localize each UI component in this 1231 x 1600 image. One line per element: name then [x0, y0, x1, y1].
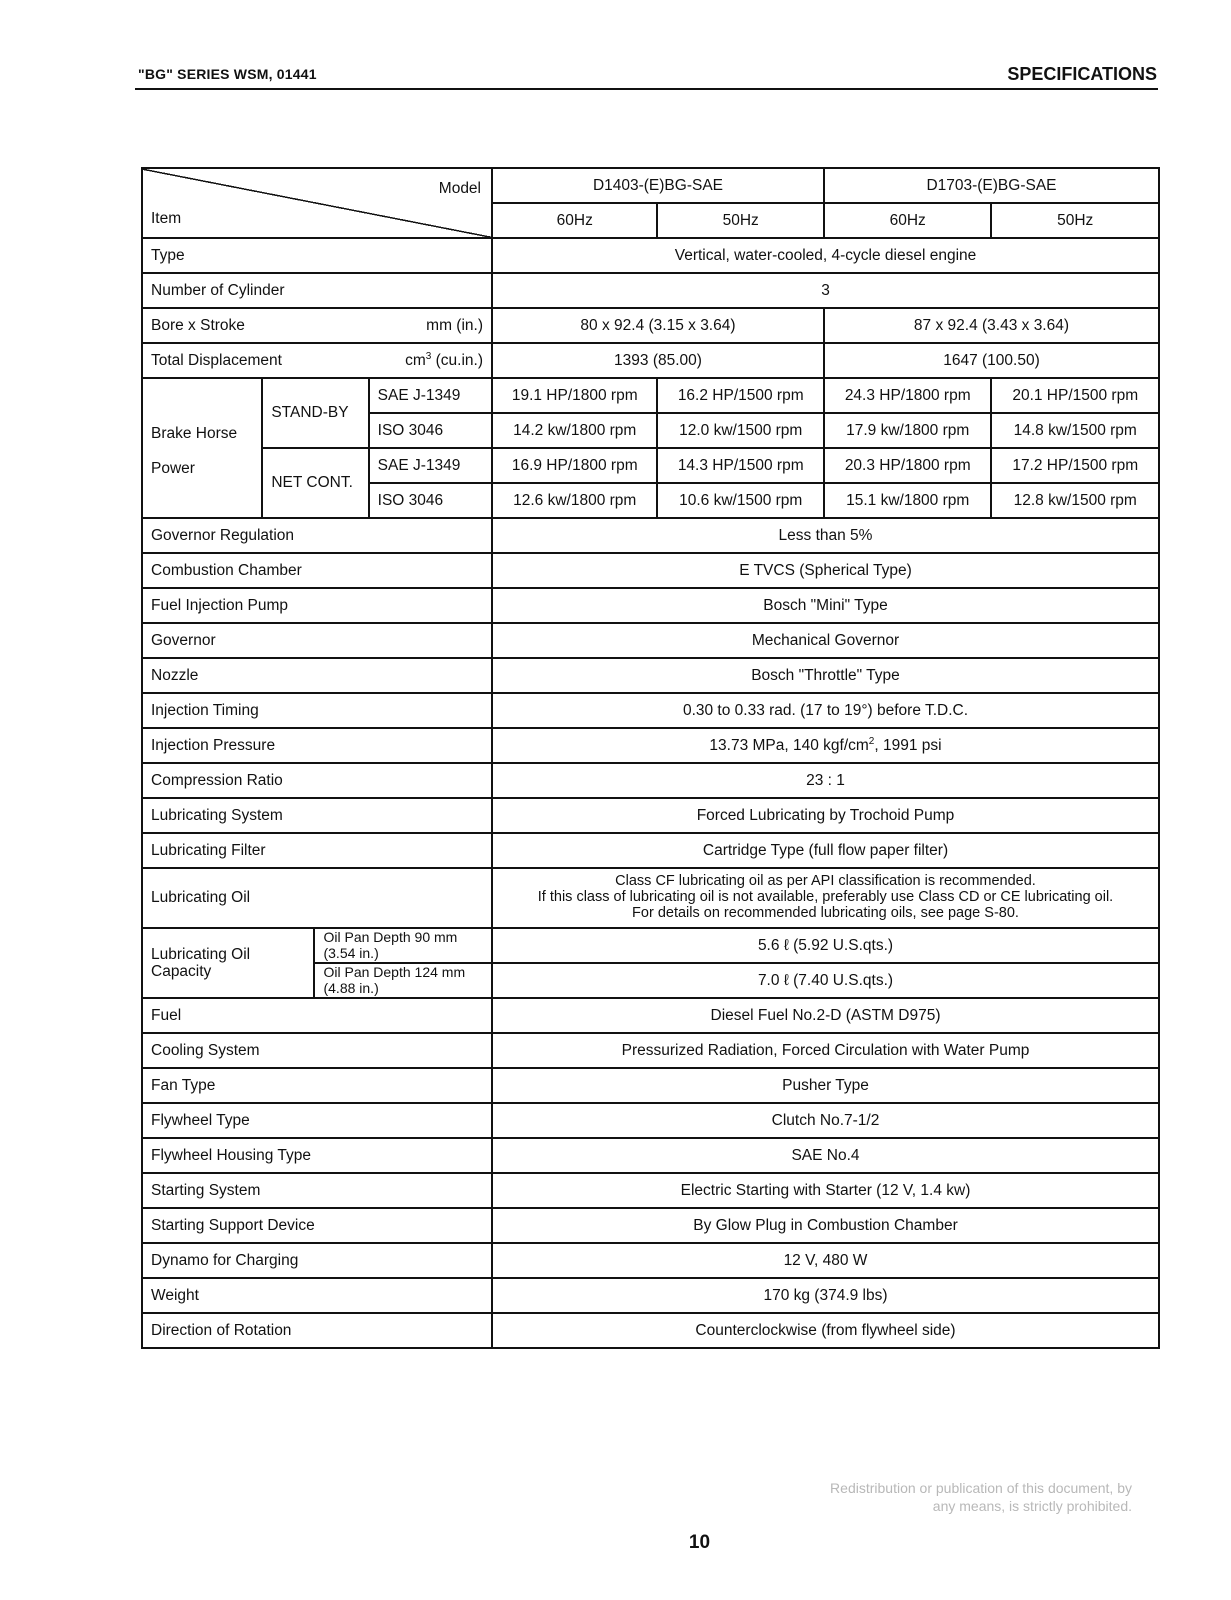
row-value: Diesel Fuel No.2-D (ASTM D975) [492, 998, 1159, 1033]
table-row [142, 728, 1159, 763]
row-value: Vertical, water-cooled, 4-cycle diesel engine [492, 238, 1159, 273]
row-label: Weight [142, 1278, 492, 1313]
table-row [142, 1173, 1159, 1208]
label-line: Oil Pan Depth 90 mm [323, 929, 458, 946]
row-value: 16.2 HP/1500 rpm [657, 378, 824, 413]
row-value: SAE No.4 [492, 1138, 1159, 1173]
table-row [142, 623, 1159, 658]
standard-label: ISO 3046 [369, 413, 492, 448]
table-row [142, 1033, 1159, 1068]
table-row [142, 448, 1159, 483]
model-header-d1403: D1403-(E)BG-SAE [492, 168, 824, 203]
row-value: 23 : 1 [492, 763, 1159, 798]
row-label: Injection Pressure [142, 728, 492, 763]
label-line: Oil Pan Depth 124 mm [323, 964, 466, 981]
value-superscript: 2 [868, 735, 875, 747]
row-value: 12 V, 480 W [492, 1243, 1159, 1278]
row-label: Number of Cylinder [142, 273, 492, 308]
standard-label: ISO 3046 [369, 483, 492, 518]
unit-text: cm [405, 351, 426, 369]
row-value: 3 [492, 273, 1159, 308]
row-value: 87 x 92.4 (3.43 x 3.64) [824, 308, 1159, 343]
table-row [142, 798, 1159, 833]
table-row [142, 1068, 1159, 1103]
bhp-label [142, 378, 262, 518]
table-row [142, 1243, 1159, 1278]
row-value: 17.2 HP/1500 rpm [991, 448, 1159, 483]
row-label: Total Displacement [142, 343, 369, 378]
row-value: 19.1 HP/1800 rpm [492, 378, 657, 413]
unit-text: (cu.in.) [431, 351, 483, 369]
row-label: Fuel Injection Pump [142, 588, 492, 623]
document-series-header: "BG" SERIES WSM, 01441 [138, 66, 317, 82]
row-value: 12.6 kw/1800 rpm [492, 483, 657, 518]
row-label: Starting System [142, 1173, 492, 1208]
label-line: Lubricating Oil [151, 945, 251, 963]
row-label: Dynamo for Charging [142, 1243, 492, 1278]
notice-line: any means, is strictly prohibited. [932, 1497, 1132, 1514]
row-value: Bosch "Throttle" Type [492, 658, 1159, 693]
table-row [142, 378, 1159, 413]
row-value: 80 x 92.4 (3.15 x 3.64) [492, 308, 824, 343]
row-value [492, 728, 1159, 763]
row-label: Governor [142, 623, 492, 658]
row-value: Cartridge Type (full flow paper filter) [492, 833, 1159, 868]
row-value: Less than 5% [492, 518, 1159, 553]
standard-label: SAE J-1349 [369, 448, 492, 483]
section-title: SPECIFICATIONS [1007, 64, 1157, 84]
unit-superscript: 3 [425, 350, 432, 362]
table-row [142, 658, 1159, 693]
row-label: Flywheel Type [142, 1103, 492, 1138]
table-row [142, 343, 1159, 378]
model-header-d1703: D1703-(E)BG-SAE [824, 168, 1159, 203]
row-label: Fuel [142, 998, 492, 1033]
row-value: 20.3 HP/1800 rpm [824, 448, 991, 483]
row-value: 12.8 kw/1500 rpm [991, 483, 1159, 518]
row-value: Counterclockwise (from flywheel side) [492, 1313, 1159, 1348]
netcont-label: NET CONT. [262, 448, 368, 518]
bhp-label-line: Brake Horse [151, 425, 238, 443]
row-value: 0.30 to 0.33 rad. (17 to 19°) before T.D.C. [492, 693, 1159, 728]
row-value: 10.6 kw/1500 rpm [657, 483, 824, 518]
row-label: Nozzle [142, 658, 492, 693]
row-label: Governor Regulation [142, 518, 492, 553]
notice-line: Redistribution or publication of this document, by [830, 1480, 1132, 1496]
lub-capacity-label [142, 928, 314, 998]
table-row [142, 763, 1159, 798]
row-value: 17.9 kw/1800 rpm [824, 413, 991, 448]
table-row [142, 588, 1159, 623]
freq-header: 50Hz [991, 203, 1159, 238]
header-rule [135, 88, 1158, 90]
table-row [142, 308, 1159, 343]
row-value: 170 kg (374.9 lbs) [492, 1278, 1159, 1313]
table-row [142, 1313, 1159, 1348]
oil-pan-depth-label [314, 963, 492, 998]
freq-header: 50Hz [657, 203, 824, 238]
row-label: Type [142, 238, 492, 273]
model-label: Model [438, 180, 481, 197]
freq-header: 60Hz [492, 203, 657, 238]
row-label: Lubricating System [142, 798, 492, 833]
label-line: (4.88 in.) [323, 979, 379, 996]
lubricating-oil-note [492, 868, 1159, 928]
row-value: Pusher Type [492, 1068, 1159, 1103]
table-row [142, 693, 1159, 728]
row-value: 14.3 HP/1500 rpm [657, 448, 824, 483]
note-line: Class CF lubricating oil as per API classification is recommended. [615, 873, 1036, 890]
row-unit: mm (in.) [369, 308, 492, 343]
table-row [142, 928, 1159, 963]
row-label: Starting Support Device [142, 1208, 492, 1243]
row-value: 14.2 kw/1800 rpm [492, 413, 657, 448]
table-row [142, 998, 1159, 1033]
row-value: Clutch No.7-1/2 [492, 1103, 1159, 1138]
row-value: 5.6 ℓ (5.92 U.S.qts.) [492, 928, 1159, 963]
row-value: Forced Lubricating by Trochoid Pump [492, 798, 1159, 833]
row-label: Compression Ratio [142, 763, 492, 798]
note-line: For details on recommended lubricating oils, see page S-80. [632, 904, 1019, 921]
table-row [142, 868, 1159, 928]
table-row [142, 273, 1159, 308]
row-label: Lubricating Filter [142, 833, 492, 868]
table-row [142, 833, 1159, 868]
row-value: 16.9 HP/1800 rpm [492, 448, 657, 483]
label-line: (3.54 in.) [323, 944, 379, 961]
row-value: 1393 (85.00) [492, 343, 824, 378]
row-value: Bosch "Mini" Type [492, 588, 1159, 623]
row-value: 24.3 HP/1800 rpm [824, 378, 991, 413]
row-value: 14.8 kw/1500 rpm [991, 413, 1159, 448]
row-value: By Glow Plug in Combustion Chamber [492, 1208, 1159, 1243]
label-line: Capacity [151, 963, 212, 980]
row-value: 1647 (100.50) [824, 343, 1159, 378]
row-value: Pressurized Radiation, Forced Circulation with Water Pump [492, 1033, 1159, 1068]
row-label: Cooling System [142, 1033, 492, 1068]
item-label: Item [151, 209, 182, 227]
row-value: Mechanical Governor [492, 623, 1159, 658]
specifications-table [141, 167, 1160, 1349]
row-label: Lubricating Oil [142, 868, 492, 928]
row-label: Injection Timing [142, 693, 492, 728]
row-label: Fan Type [142, 1068, 492, 1103]
model-item-header-cell [142, 168, 492, 238]
bhp-label-line: Power [151, 459, 195, 477]
table-row [142, 518, 1159, 553]
row-label: Bore x Stroke [142, 308, 369, 343]
table-header-row [142, 168, 1159, 203]
freq-header: 60Hz [824, 203, 991, 238]
table-row [142, 1138, 1159, 1173]
table-row [142, 1278, 1159, 1313]
oil-pan-depth-label [314, 928, 492, 963]
standard-label: SAE J-1349 [369, 378, 492, 413]
row-value: 20.1 HP/1500 rpm [991, 378, 1159, 413]
row-value: E TVCS (Spherical Type) [492, 553, 1159, 588]
row-value: 15.1 kw/1800 rpm [824, 483, 991, 518]
row-label: Flywheel Housing Type [142, 1138, 492, 1173]
note-line: If this class of lubricating oil is not available, preferably use Class CD or CE lubricating oil. [537, 889, 1114, 906]
standby-label: STAND-BY [262, 378, 368, 448]
row-unit [369, 343, 492, 378]
table-row [142, 1103, 1159, 1138]
value-text: 13.73 MPa, 140 kgf/cm [709, 736, 869, 754]
row-label: Combustion Chamber [142, 553, 492, 588]
table-row [142, 238, 1159, 273]
row-label: Direction of Rotation [142, 1313, 492, 1348]
redistribution-notice [732, 1480, 1132, 1515]
table-row [142, 553, 1159, 588]
table-row [142, 1208, 1159, 1243]
value-text: , 1991 psi [874, 736, 942, 754]
row-value: 12.0 kw/1500 rpm [657, 413, 824, 448]
row-value: Electric Starting with Starter (12 V, 1.4 kw) [492, 1173, 1159, 1208]
page-number: 10 [688, 1532, 711, 1553]
row-value: 7.0 ℓ (7.40 U.S.qts.) [492, 963, 1159, 998]
